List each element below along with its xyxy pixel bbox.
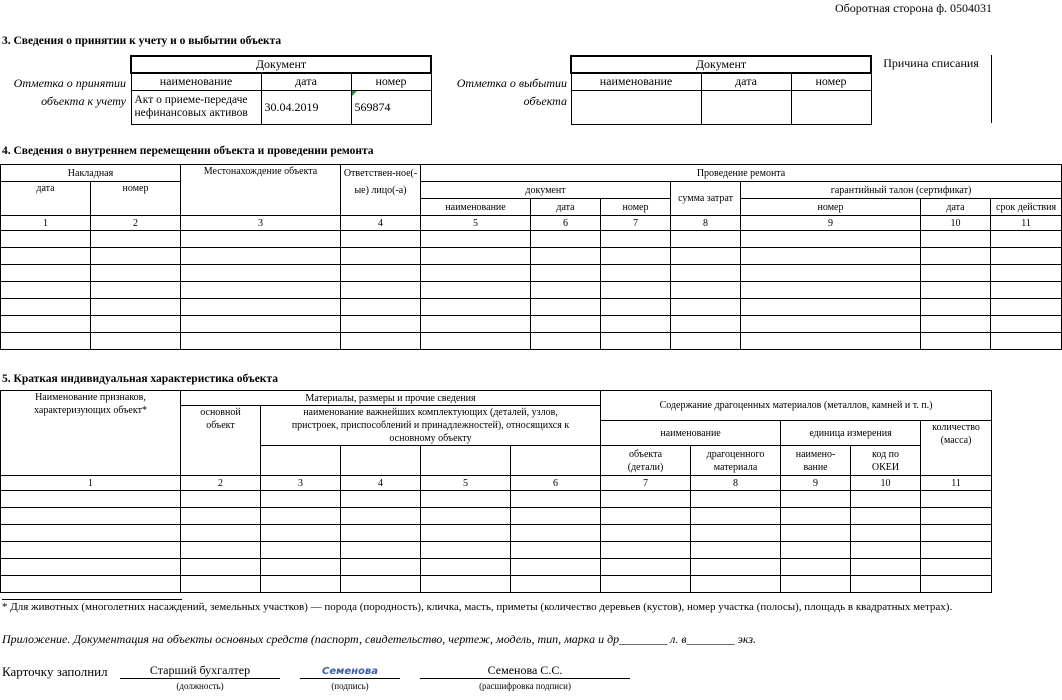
accept-doc-date[interactable]: 30.04.2019 [261,90,351,124]
table-row[interactable] [1,508,992,525]
h-unit-name: наимено-вание [781,446,851,476]
appendix-line: Приложение. Документация на объекты основных средств (паспорт, свидетельство, чертеж, модель, тип, марка и др________ л. в________ экз. [2,632,757,646]
reason-value[interactable] [871,72,992,123]
col-number-cell: 8 [671,216,741,231]
movement-empty-rows [1,231,1062,350]
table-row[interactable] [1,542,992,559]
movement-repair-table [0,164,1062,350]
dispose-doc-name[interactable] [571,90,701,124]
dispose-label: Отметка о выбытии объекта [456,76,567,108]
section-3-title: 3. Сведения о принятии к учету и о выбытии объекта [2,35,282,47]
col-number-cell: 4 [341,476,421,491]
table-row[interactable] [1,316,1062,333]
h-validity: срок действия [991,199,1062,216]
h-materials: Материалы, размеры и прочие сведения [181,391,601,406]
h-warranty-date: дата [921,199,991,216]
position-field[interactable]: Старший бухгалтер [120,663,280,679]
col-number-cell: 5 [421,476,511,491]
reason-header: Причина списания [871,55,992,72]
col-number-cell: 9 [741,216,921,231]
h-object-part: объекта (детали) [601,446,691,476]
section-5-title: 5. Краткая индивидуальная характеристика объекта [2,373,278,385]
h-unit: единица измерения [781,421,921,446]
signature-text: Семенова [322,666,378,677]
cell-marker-icon [352,91,357,96]
section-4-title: 4. Сведения о внутреннем перемещении объекта и проведении ремонта [2,145,374,157]
col-number: номер [791,73,871,90]
accept-doc-name[interactable]: Акт о приеме-передаче нефинансовых активов [131,90,261,124]
h-features: Наименование признаков, характеризующих объект* [1,391,181,476]
col-number-cell: 2 [91,216,181,231]
footnote-divider [2,599,182,600]
accept-doc-number[interactable] [351,90,431,124]
doc-header: Документ [571,56,871,73]
dispose-doc-date[interactable] [701,90,791,124]
h-main-object: основной объект [181,406,261,476]
characteristics-table [0,390,992,593]
col-number-cell: 11 [991,216,1062,231]
col-number-cell: 4 [341,216,421,231]
col-number-cell: 10 [851,476,921,491]
footnote: * Для животных (многолетних насаждений, земельных участков) — порода (породность), кличка, масть, приметы (количество деревьев (кустов), номер участка (полосы), площадь в квадратных метрах). [2,601,953,613]
signature-field[interactable] [300,663,400,679]
col-number-cell: 2 [181,476,261,491]
dispose-table [570,55,872,125]
col-number-cell: 7 [601,476,691,491]
col-number-cell: 1 [1,216,91,231]
h-repair: Проведение ремонта [421,165,1062,182]
h-precious: Содержание драгоценных материалов (металлов, камней и т. п.) [601,391,992,421]
col-number-cell: 9 [781,476,851,491]
dispose-doc-number[interactable] [791,90,871,124]
h-invoice: Накладная [1,165,181,182]
h-okei: код по ОКЕИ [851,446,921,476]
h-document: документ [421,182,671,199]
h-warranty: гарантийный талон (сертификат) [741,182,1062,199]
table-row[interactable] [1,299,1062,316]
table-row[interactable] [1,559,992,576]
col-number-cell: 7 [601,216,671,231]
col-number-cell: 1 [1,476,181,491]
col-date: дата [261,73,351,90]
h-doc-name: наименование [421,199,531,216]
h-warranty-number: номер [741,199,921,216]
position-caption: (должность) [176,681,224,691]
accept-table [130,55,432,125]
col-number-cell: 3 [261,476,341,491]
name-caption: (расшифровка подписи) [479,681,571,691]
col-date: дата [701,73,791,90]
h-doc-number: номер [601,199,671,216]
table-row[interactable] [1,265,1062,282]
h-invoice-date: дата [1,182,91,216]
h-invoice-number: номер [91,182,181,216]
accept-doc-number-text: 569874 [354,99,391,114]
col-name: наименование [571,73,701,90]
col-number-cell: 6 [511,476,601,491]
h-components: наименование важнейших комплектующих (деталей, узлов, пристроек, приспособлений и принадлежностей), относящихся к основному объекту [261,406,601,446]
doc-header: Документ [131,56,431,73]
table-row[interactable] [1,248,1062,265]
reason-table [871,55,992,123]
table-row[interactable] [1,231,1062,248]
table-row[interactable] [1,576,992,593]
col-number-cell: 5 [421,216,531,231]
col-number-cell: 3 [181,216,341,231]
col-number: номер [351,73,431,90]
col-name: наименование [131,73,261,90]
col-number-cell: 8 [691,476,781,491]
accept-label: Отметка о принятии объекта к учету [13,76,126,108]
h-responsible: Ответствен-ное(-ые) лицо(-а) [341,165,421,216]
h-quantity: количество (масса) [921,421,992,476]
h-precious-material: драгоценного материала [691,446,781,476]
h-location: Местонахождение объекта [181,165,341,216]
h-sum: сумма затрат [671,182,741,216]
col-number-cell: 11 [921,476,992,491]
name-field[interactable]: Семенова С.С. [420,663,630,679]
form-side-label: Оборотная сторона ф. 0504031 [834,1,992,15]
characteristics-empty-rows [1,491,992,593]
h-precious-name: наименование [601,421,781,446]
table-row[interactable] [1,282,1062,299]
h-doc-date: дата [531,199,601,216]
table-row[interactable] [1,491,992,508]
filled-by-label: Карточку заполнил [2,664,108,679]
col-number-cell: 10 [921,216,991,231]
signature-caption: (подпись) [331,681,369,691]
table-row[interactable] [1,333,1062,350]
col-number-cell: 6 [531,216,601,231]
table-row[interactable] [1,525,992,542]
